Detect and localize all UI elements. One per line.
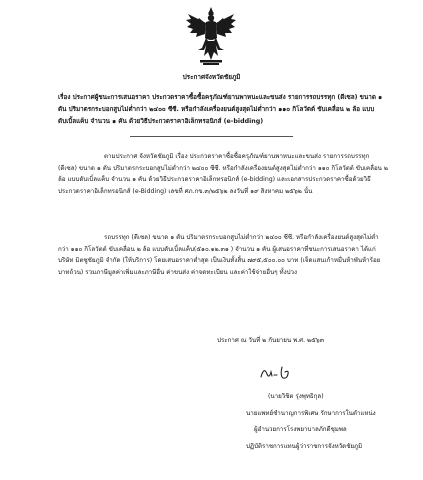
signatory-position-2: ผู้อำนวยการโรงพยาบาลภักดีชุมพล — [254, 426, 347, 433]
signatory-position-1: นายแพทย์ชำนาญการพิเศษ รักษาการในตำแหน่ง — [246, 409, 376, 417]
subject-text: ประกาศผู้ชนะการเสนอราคา ประกวดราคาซื้อซื้อครุภัณฑ์ยานพาหนะและขนส่ง รายการรถบรรทุก (ดีเซล) ขนาด ๑ ตัน ปริมาตรกระบอกสูบไม่ต่ำกว่า ๒๔๐๐ ซีซี. หรือกำลังเครื่องยนต์สูงสุดไม่ต่ำกว่า ๑๑๐ กิโลวัตต์ ขับเคลื่อน ๒ ล้อ แบบดับเบิ้ลแค็บ จำนวน ๑ คัน ด้วยวิธีประกวดราคาอิเล็กทรอนิกส์ (e-bidding) — [58, 94, 383, 125]
subject-block — [58, 92, 388, 128]
signatory-name: (นายวิชิต รุ่งพุทธิกุล) — [268, 393, 324, 400]
body-paragraph-1: ตามประกาศ จังหวัดชัยภูมิ เรื่อง ประกวดราคาซื้อซื้อครุภัณฑ์ยานพาหนะและขนส่ง รายการรถบรรทุก (ดีเซล) ขนาด ๑ ตัน ปริมาตรกระบอกสูบไม่ต่ำกว่า ๒๔๐๐ ซีซี. หรือกำลังเครื่องยนต์สูงสุดไม่ต่ำกว่า ๑๑๐ กิโลวัตต์ ขับเคลื่อน ๒ ล้อ แบบดับเบิ้ลแค็บ จำนวน ๑ คัน ด้วยวิธีประกวดราคาอิเล็กทรอนิกส์ (e-bidding) และเอกสารประกวดราคาซื้อด้วยวิธีประกวดราคาอิเล็กทรอนิกส์ (e-Bidding) เลขที่ ศภ.กข.๓/๒๕๖๒ ลงวันที่ ๑๙ สิงหาคม ๒๕๖๒ นั้น — [58, 153, 388, 195]
signatory-position-3: ปฏิบัติราชการแทนผู้ว่าราชการจังหวัดชัยภูมิ — [246, 442, 363, 450]
subject-label: เรื่อง — [58, 94, 71, 101]
divider — [130, 136, 293, 137]
announcement-heading: ประกาศจังหวัดชัยภูมิ — [182, 73, 241, 81]
handwritten-signature — [258, 362, 298, 382]
announcement-date: ประกาศ ณ วันที่ ๒ กันยายน พ.ศ. ๒๕๖๓ — [217, 337, 324, 344]
signatory-block — [246, 389, 416, 455]
body-paragraph-2: รถบรรทุก (ดีเซล) ขนาด ๑ ตัน ปริมาตรกระบอกสูบไม่ต่ำกว่า ๒๔๐๐ ซีซี. หรือกำลังเครื่องยนต์สูงสุดไม่ต่ำกว่า ๑๑๐ กิโลวัตต์ ขับเคลื่อน ๒ ล้อ แบบดับเบิ้ลแค็บ(๕๑๐.๑๒.๓๑ ) จำนวน ๑ คัน ผู้เสนอราคาที่ชนะการเสนอราคา ได้แก่ บริษัท มิตซูชัยภูมิ จำกัด (ให้บริการ) โดยเสนอราคาต่ำสุด เป็นเงินทั้งสิ้น ๗๙๕,๕๐๐.๐๐ บาท (เจ็ดแสนเก้าหมื่นห้าพันห้าร้อยบาทถ้วน) รวมภาษีมูลค่าเพิ่มและภาษีอื่น ค่าขนส่ง ค่าจดทะเบียน และค่าใช้จ่ายอื่นๆ ทั้งปวง — [58, 234, 381, 276]
garuda-emblem-icon — [184, 6, 238, 66]
